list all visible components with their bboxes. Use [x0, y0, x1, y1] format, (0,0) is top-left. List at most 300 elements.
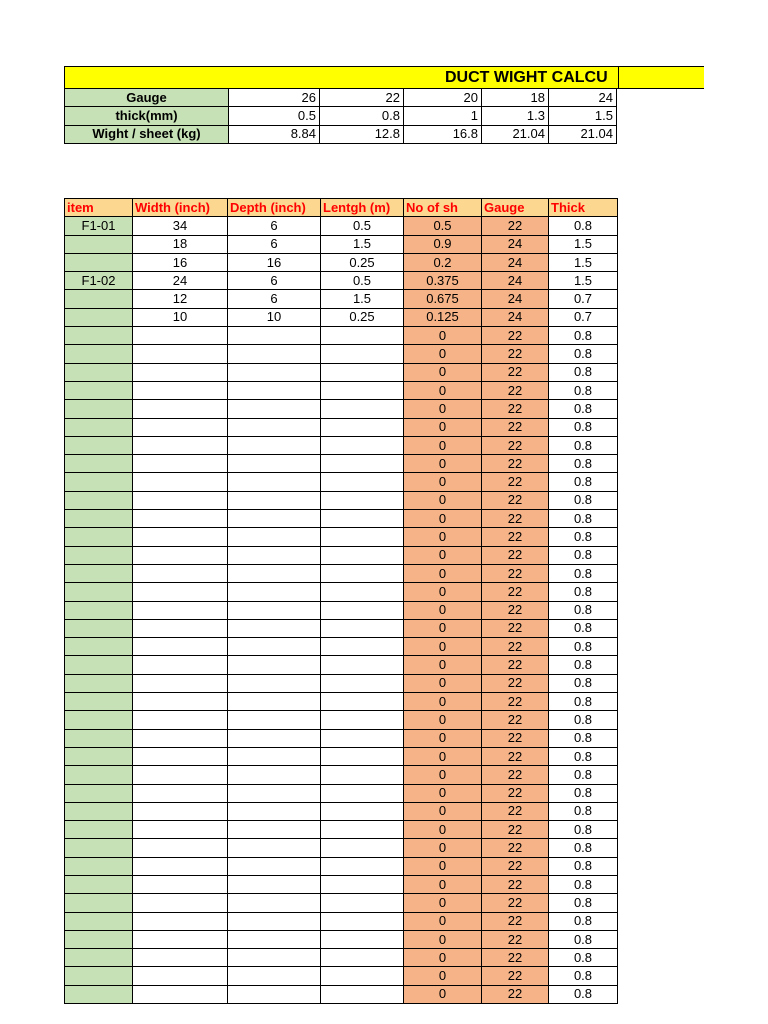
cell-thick[interactable]: 1.5: [549, 235, 618, 253]
cell-depth[interactable]: [228, 638, 321, 656]
cell-gauge[interactable]: 22: [482, 693, 549, 711]
cell-thick[interactable]: 1.5: [549, 253, 618, 271]
cell-width[interactable]: [133, 327, 228, 345]
cell-gauge[interactable]: 22: [482, 345, 549, 363]
summary-cell[interactable]: 21.04: [482, 125, 549, 143]
cell-gauge[interactable]: 24: [482, 290, 549, 308]
cell-length[interactable]: [321, 766, 404, 784]
cell-no-of-sheets[interactable]: 0: [404, 327, 482, 345]
cell-gauge[interactable]: 22: [482, 912, 549, 930]
summary-cell[interactable]: 21.04: [549, 125, 617, 143]
cell-gauge[interactable]: 22: [482, 564, 549, 582]
cell-gauge[interactable]: 22: [482, 985, 549, 1003]
cell-length[interactable]: [321, 985, 404, 1003]
cell-depth[interactable]: [228, 546, 321, 564]
cell-no-of-sheets[interactable]: 0: [404, 400, 482, 418]
cell-depth[interactable]: [228, 839, 321, 857]
cell-gauge[interactable]: 24: [482, 235, 549, 253]
cell-width[interactable]: [133, 418, 228, 436]
cell-gauge[interactable]: 22: [482, 802, 549, 820]
cell-depth[interactable]: [228, 894, 321, 912]
cell-depth[interactable]: [228, 418, 321, 436]
cell-depth[interactable]: 6: [228, 217, 321, 235]
cell-width[interactable]: [133, 473, 228, 491]
cell-length[interactable]: [321, 601, 404, 619]
cell-depth[interactable]: [228, 564, 321, 582]
cell-item[interactable]: [65, 784, 133, 802]
cell-width[interactable]: [133, 400, 228, 418]
cell-no-of-sheets[interactable]: 0.2: [404, 253, 482, 271]
cell-thick[interactable]: 0.7: [549, 290, 618, 308]
cell-no-of-sheets[interactable]: 0: [404, 619, 482, 637]
cell-thick[interactable]: 0.8: [549, 821, 618, 839]
cell-thick[interactable]: 0.8: [549, 473, 618, 491]
cell-width[interactable]: [133, 455, 228, 473]
cell-item[interactable]: [65, 327, 133, 345]
cell-thick[interactable]: 0.8: [549, 784, 618, 802]
cell-depth[interactable]: [228, 436, 321, 454]
cell-item[interactable]: F1-02: [65, 272, 133, 290]
cell-depth[interactable]: 16: [228, 253, 321, 271]
cell-thick[interactable]: 0.8: [549, 857, 618, 875]
cell-width[interactable]: [133, 784, 228, 802]
cell-gauge[interactable]: 24: [482, 253, 549, 271]
cell-item[interactable]: [65, 253, 133, 271]
cell-gauge[interactable]: 22: [482, 400, 549, 418]
cell-thick[interactable]: 0.8: [549, 217, 618, 235]
cell-no-of-sheets[interactable]: 0: [404, 510, 482, 528]
cell-thick[interactable]: 0.8: [549, 564, 618, 582]
cell-gauge[interactable]: 22: [482, 638, 549, 656]
summary-row-label[interactable]: Wight / sheet (kg): [65, 125, 229, 143]
cell-length[interactable]: [321, 473, 404, 491]
cell-item[interactable]: [65, 235, 133, 253]
cell-depth[interactable]: [228, 821, 321, 839]
cell-item[interactable]: [65, 381, 133, 399]
cell-item[interactable]: [65, 729, 133, 747]
cell-length[interactable]: [321, 564, 404, 582]
cell-width[interactable]: [133, 510, 228, 528]
cell-depth[interactable]: 6: [228, 235, 321, 253]
cell-depth[interactable]: [228, 857, 321, 875]
cell-no-of-sheets[interactable]: 0.375: [404, 272, 482, 290]
cell-length[interactable]: [321, 638, 404, 656]
cell-no-of-sheets[interactable]: 0: [404, 766, 482, 784]
cell-width[interactable]: [133, 912, 228, 930]
cell-thick[interactable]: 0.8: [549, 766, 618, 784]
cell-item[interactable]: [65, 345, 133, 363]
cell-thick[interactable]: 0.8: [549, 674, 618, 692]
cell-depth[interactable]: [228, 711, 321, 729]
cell-thick[interactable]: 0.8: [549, 327, 618, 345]
cell-gauge[interactable]: 22: [482, 674, 549, 692]
cell-width[interactable]: [133, 693, 228, 711]
cell-depth[interactable]: [228, 619, 321, 637]
cell-length[interactable]: [321, 674, 404, 692]
cell-length[interactable]: [321, 436, 404, 454]
cell-length[interactable]: [321, 363, 404, 381]
cell-item[interactable]: [65, 656, 133, 674]
cell-depth[interactable]: [228, 345, 321, 363]
cell-length[interactable]: 0.25: [321, 308, 404, 326]
cell-no-of-sheets[interactable]: 0: [404, 455, 482, 473]
cell-item[interactable]: [65, 601, 133, 619]
cell-width[interactable]: [133, 766, 228, 784]
cell-thick[interactable]: 0.8: [549, 436, 618, 454]
cell-gauge[interactable]: 22: [482, 327, 549, 345]
header-no-of-sheets[interactable]: No of sh: [404, 199, 482, 217]
cell-depth[interactable]: [228, 491, 321, 509]
cell-no-of-sheets[interactable]: 0.9: [404, 235, 482, 253]
cell-gauge[interactable]: 22: [482, 418, 549, 436]
cell-depth[interactable]: [228, 363, 321, 381]
cell-width[interactable]: [133, 601, 228, 619]
cell-thick[interactable]: 0.8: [549, 619, 618, 637]
cell-width[interactable]: 10: [133, 308, 228, 326]
cell-length[interactable]: 1.5: [321, 290, 404, 308]
cell-depth[interactable]: [228, 510, 321, 528]
cell-length[interactable]: [321, 857, 404, 875]
cell-no-of-sheets[interactable]: 0: [404, 638, 482, 656]
summary-cell[interactable]: 1.3: [482, 107, 549, 125]
summary-row-label[interactable]: Gauge: [65, 89, 229, 107]
cell-gauge[interactable]: 22: [482, 381, 549, 399]
cell-width[interactable]: 18: [133, 235, 228, 253]
cell-width[interactable]: [133, 894, 228, 912]
cell-no-of-sheets[interactable]: 0: [404, 345, 482, 363]
cell-length[interactable]: 1.5: [321, 235, 404, 253]
cell-depth[interactable]: 6: [228, 290, 321, 308]
cell-no-of-sheets[interactable]: 0: [404, 729, 482, 747]
cell-depth[interactable]: 10: [228, 308, 321, 326]
cell-width[interactable]: [133, 930, 228, 948]
cell-no-of-sheets[interactable]: 0: [404, 656, 482, 674]
cell-thick[interactable]: 0.8: [549, 345, 618, 363]
cell-thick[interactable]: 0.8: [549, 949, 618, 967]
cell-gauge[interactable]: 22: [482, 528, 549, 546]
cell-length[interactable]: [321, 967, 404, 985]
cell-width[interactable]: [133, 638, 228, 656]
cell-item[interactable]: [65, 949, 133, 967]
cell-length[interactable]: [321, 930, 404, 948]
summary-cell[interactable]: 8.84: [229, 125, 320, 143]
cell-length[interactable]: [321, 839, 404, 857]
cell-gauge[interactable]: 24: [482, 272, 549, 290]
cell-no-of-sheets[interactable]: 0: [404, 857, 482, 875]
summary-cell[interactable]: 26: [229, 89, 320, 107]
cell-thick[interactable]: 0.8: [549, 656, 618, 674]
summary-cell[interactable]: 0.5: [229, 107, 320, 125]
cell-item[interactable]: [65, 363, 133, 381]
cell-width[interactable]: [133, 528, 228, 546]
cell-no-of-sheets[interactable]: 0: [404, 747, 482, 765]
cell-depth[interactable]: [228, 729, 321, 747]
cell-item[interactable]: [65, 839, 133, 857]
cell-width[interactable]: [133, 564, 228, 582]
cell-width[interactable]: [133, 821, 228, 839]
cell-length[interactable]: [321, 875, 404, 893]
cell-gauge[interactable]: 22: [482, 473, 549, 491]
cell-width[interactable]: [133, 619, 228, 637]
cell-gauge[interactable]: 22: [482, 455, 549, 473]
header-width[interactable]: Width (inch): [133, 199, 228, 217]
cell-no-of-sheets[interactable]: 0: [404, 930, 482, 948]
cell-length[interactable]: [321, 546, 404, 564]
cell-item[interactable]: [65, 985, 133, 1003]
cell-item[interactable]: [65, 857, 133, 875]
cell-thick[interactable]: 0.8: [549, 930, 618, 948]
summary-cell[interactable]: 0.8: [320, 107, 404, 125]
cell-no-of-sheets[interactable]: 0: [404, 564, 482, 582]
cell-width[interactable]: [133, 345, 228, 363]
cell-depth[interactable]: [228, 473, 321, 491]
cell-gauge[interactable]: 22: [482, 217, 549, 235]
cell-depth[interactable]: [228, 400, 321, 418]
cell-item[interactable]: [65, 510, 133, 528]
cell-thick[interactable]: 0.8: [549, 747, 618, 765]
cell-gauge[interactable]: 22: [482, 875, 549, 893]
summary-row-label[interactable]: thick(mm): [65, 107, 229, 125]
header-gauge[interactable]: Gauge: [482, 199, 549, 217]
cell-thick[interactable]: 0.8: [549, 711, 618, 729]
cell-no-of-sheets[interactable]: 0: [404, 546, 482, 564]
cell-depth[interactable]: [228, 656, 321, 674]
cell-gauge[interactable]: 22: [482, 967, 549, 985]
cell-gauge[interactable]: 22: [482, 601, 549, 619]
cell-width[interactable]: 34: [133, 217, 228, 235]
cell-depth[interactable]: [228, 784, 321, 802]
cell-no-of-sheets[interactable]: 0: [404, 418, 482, 436]
cell-item[interactable]: [65, 546, 133, 564]
cell-thick[interactable]: 0.8: [549, 985, 618, 1003]
cell-width[interactable]: [133, 747, 228, 765]
cell-depth[interactable]: 6: [228, 272, 321, 290]
cell-item[interactable]: [65, 894, 133, 912]
cell-width[interactable]: 24: [133, 272, 228, 290]
cell-no-of-sheets[interactable]: 0: [404, 583, 482, 601]
cell-gauge[interactable]: 24: [482, 308, 549, 326]
cell-no-of-sheets[interactable]: 0.125: [404, 308, 482, 326]
cell-depth[interactable]: [228, 985, 321, 1003]
cell-no-of-sheets[interactable]: 0: [404, 491, 482, 509]
cell-width[interactable]: [133, 875, 228, 893]
cell-no-of-sheets[interactable]: 0: [404, 363, 482, 381]
cell-length[interactable]: [321, 345, 404, 363]
summary-cell[interactable]: 22: [320, 89, 404, 107]
cell-depth[interactable]: [228, 583, 321, 601]
cell-length[interactable]: [321, 784, 404, 802]
cell-length[interactable]: [321, 802, 404, 820]
cell-depth[interactable]: [228, 455, 321, 473]
cell-depth[interactable]: [228, 674, 321, 692]
summary-cell[interactable]: 16.8: [404, 125, 482, 143]
cell-width[interactable]: [133, 839, 228, 857]
cell-item[interactable]: [65, 619, 133, 637]
cell-gauge[interactable]: 22: [482, 784, 549, 802]
cell-gauge[interactable]: 22: [482, 436, 549, 454]
cell-no-of-sheets[interactable]: 0.675: [404, 290, 482, 308]
cell-depth[interactable]: [228, 766, 321, 784]
cell-length[interactable]: 0.5: [321, 272, 404, 290]
cell-thick[interactable]: 0.8: [549, 491, 618, 509]
cell-no-of-sheets[interactable]: 0: [404, 693, 482, 711]
cell-no-of-sheets[interactable]: 0: [404, 839, 482, 857]
cell-no-of-sheets[interactable]: 0: [404, 711, 482, 729]
cell-length[interactable]: [321, 455, 404, 473]
cell-gauge[interactable]: 22: [482, 656, 549, 674]
cell-no-of-sheets[interactable]: 0: [404, 802, 482, 820]
cell-depth[interactable]: [228, 601, 321, 619]
cell-length[interactable]: [321, 747, 404, 765]
cell-length[interactable]: [321, 381, 404, 399]
cell-width[interactable]: [133, 363, 228, 381]
cell-width[interactable]: [133, 546, 228, 564]
cell-depth[interactable]: [228, 875, 321, 893]
cell-gauge[interactable]: 22: [482, 894, 549, 912]
cell-length[interactable]: [321, 400, 404, 418]
cell-gauge[interactable]: 22: [482, 510, 549, 528]
cell-thick[interactable]: 0.8: [549, 894, 618, 912]
cell-length[interactable]: [321, 583, 404, 601]
cell-item[interactable]: [65, 473, 133, 491]
cell-thick[interactable]: 1.5: [549, 272, 618, 290]
cell-no-of-sheets[interactable]: 0.5: [404, 217, 482, 235]
cell-gauge[interactable]: 22: [482, 949, 549, 967]
cell-thick[interactable]: 0.7: [549, 308, 618, 326]
cell-item[interactable]: [65, 638, 133, 656]
summary-cell[interactable]: 12.8: [320, 125, 404, 143]
cell-gauge[interactable]: 22: [482, 546, 549, 564]
cell-gauge[interactable]: 22: [482, 729, 549, 747]
cell-length[interactable]: [321, 711, 404, 729]
cell-item[interactable]: [65, 290, 133, 308]
cell-no-of-sheets[interactable]: 0: [404, 894, 482, 912]
cell-no-of-sheets[interactable]: 0: [404, 601, 482, 619]
cell-item[interactable]: [65, 418, 133, 436]
cell-width[interactable]: [133, 985, 228, 1003]
cell-width[interactable]: [133, 802, 228, 820]
cell-length[interactable]: [321, 528, 404, 546]
cell-width[interactable]: [133, 967, 228, 985]
cell-length[interactable]: [321, 510, 404, 528]
cell-no-of-sheets[interactable]: 0: [404, 985, 482, 1003]
cell-length[interactable]: [321, 729, 404, 747]
cell-item[interactable]: [65, 967, 133, 985]
cell-thick[interactable]: 0.8: [549, 638, 618, 656]
cell-thick[interactable]: 0.8: [549, 455, 618, 473]
cell-item[interactable]: [65, 875, 133, 893]
cell-length[interactable]: [321, 619, 404, 637]
cell-thick[interactable]: 0.8: [549, 583, 618, 601]
cell-depth[interactable]: [228, 528, 321, 546]
cell-no-of-sheets[interactable]: 0: [404, 528, 482, 546]
cell-depth[interactable]: [228, 381, 321, 399]
cell-gauge[interactable]: 22: [482, 930, 549, 948]
cell-item[interactable]: [65, 766, 133, 784]
summary-cell[interactable]: 1: [404, 107, 482, 125]
cell-depth[interactable]: [228, 930, 321, 948]
cell-item[interactable]: [65, 693, 133, 711]
cell-gauge[interactable]: 22: [482, 711, 549, 729]
cell-width[interactable]: [133, 583, 228, 601]
cell-thick[interactable]: 0.8: [549, 381, 618, 399]
summary-cell[interactable]: 1.5: [549, 107, 617, 125]
header-length[interactable]: Lentgh (m): [321, 199, 404, 217]
cell-item[interactable]: [65, 308, 133, 326]
cell-width[interactable]: 16: [133, 253, 228, 271]
summary-cell[interactable]: 24: [549, 89, 617, 107]
cell-no-of-sheets[interactable]: 0: [404, 473, 482, 491]
cell-depth[interactable]: [228, 949, 321, 967]
cell-thick[interactable]: 0.8: [549, 418, 618, 436]
cell-thick[interactable]: 0.8: [549, 546, 618, 564]
cell-item[interactable]: [65, 711, 133, 729]
cell-thick[interactable]: 0.8: [549, 967, 618, 985]
cell-thick[interactable]: 0.8: [549, 839, 618, 857]
cell-length[interactable]: 0.5: [321, 217, 404, 235]
cell-length[interactable]: [321, 912, 404, 930]
cell-item[interactable]: [65, 802, 133, 820]
cell-item[interactable]: [65, 400, 133, 418]
summary-cell[interactable]: 18: [482, 89, 549, 107]
cell-item[interactable]: [65, 528, 133, 546]
header-thick[interactable]: Thick: [549, 199, 618, 217]
cell-thick[interactable]: 0.8: [549, 400, 618, 418]
cell-width[interactable]: [133, 857, 228, 875]
cell-gauge[interactable]: 22: [482, 839, 549, 857]
cell-gauge[interactable]: 22: [482, 747, 549, 765]
cell-width[interactable]: [133, 674, 228, 692]
header-item[interactable]: item: [65, 199, 133, 217]
cell-item[interactable]: [65, 455, 133, 473]
cell-thick[interactable]: 0.8: [549, 528, 618, 546]
cell-item[interactable]: [65, 821, 133, 839]
cell-length[interactable]: [321, 821, 404, 839]
cell-length[interactable]: [321, 949, 404, 967]
cell-depth[interactable]: [228, 912, 321, 930]
cell-gauge[interactable]: 22: [482, 619, 549, 637]
cell-no-of-sheets[interactable]: 0: [404, 821, 482, 839]
cell-thick[interactable]: 0.8: [549, 912, 618, 930]
cell-length[interactable]: [321, 894, 404, 912]
cell-gauge[interactable]: 22: [482, 766, 549, 784]
cell-item[interactable]: [65, 674, 133, 692]
cell-no-of-sheets[interactable]: 0: [404, 949, 482, 967]
cell-item[interactable]: F1-01: [65, 217, 133, 235]
cell-length[interactable]: [321, 327, 404, 345]
cell-width[interactable]: [133, 436, 228, 454]
cell-width[interactable]: [133, 491, 228, 509]
cell-no-of-sheets[interactable]: 0: [404, 784, 482, 802]
cell-length[interactable]: [321, 418, 404, 436]
cell-depth[interactable]: [228, 967, 321, 985]
cell-thick[interactable]: 0.8: [549, 693, 618, 711]
cell-no-of-sheets[interactable]: 0: [404, 674, 482, 692]
cell-width[interactable]: [133, 656, 228, 674]
cell-thick[interactable]: 0.8: [549, 363, 618, 381]
cell-width[interactable]: [133, 381, 228, 399]
cell-width[interactable]: [133, 711, 228, 729]
cell-width[interactable]: [133, 729, 228, 747]
cell-item[interactable]: [65, 583, 133, 601]
cell-item[interactable]: [65, 747, 133, 765]
cell-gauge[interactable]: 22: [482, 857, 549, 875]
cell-thick[interactable]: 0.8: [549, 601, 618, 619]
cell-no-of-sheets[interactable]: 0: [404, 381, 482, 399]
cell-no-of-sheets[interactable]: 0: [404, 436, 482, 454]
cell-length[interactable]: 0.25: [321, 253, 404, 271]
cell-width[interactable]: 12: [133, 290, 228, 308]
